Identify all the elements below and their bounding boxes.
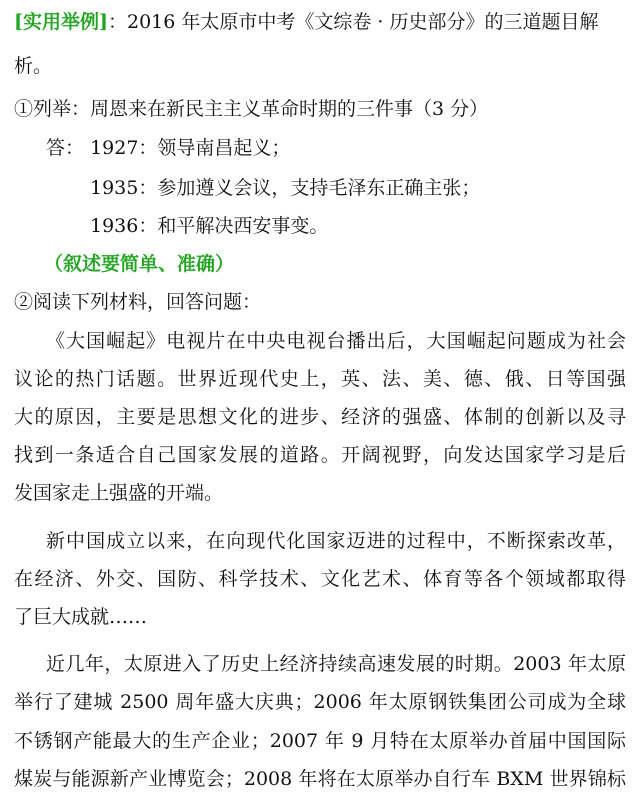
answer-line-1 (46, 136, 640, 160)
answer-prefix: 答： (46, 137, 85, 159)
answer-1927: 1927：领导南昌起义； (90, 137, 291, 159)
material-para3-line: 不锈钢产能最大的生产企业；2007 年 9 月特在太原举办首届中国国际 (14, 730, 626, 752)
question-1: ①列举：周恩来在新民主主义革命时期的三件事（3 分） (14, 98, 489, 120)
material-para3-line: 近几年，太原进入了历史上经济持续高速发展的时期。2003 年太原 (46, 653, 626, 675)
intro-line-1 (14, 10, 626, 34)
material-para1-line: 《大国崛起》电视片在中央电视台播出后，大国崛起问题成为社会 (46, 330, 626, 352)
example-tag: [实用举例] (14, 11, 108, 33)
material-para3-line: 举行了建城 2500 周年盛大庆典；2006 年太原钢铁集团公司成为全球 (14, 691, 626, 713)
material-para1-line: 找到一条适合自己国家发展的道路。开阔视野，向发达国家学习是后 (14, 444, 626, 466)
material-para2-line: 了巨大成就…… (14, 606, 148, 628)
question-2-title: ②阅读下列材料，回答问题： (14, 291, 262, 313)
material-para2-line: 新中国成立以来，在向现代化国家迈进的过程中，不断探索改革， (46, 530, 626, 552)
intro-line-2: 析。 (14, 55, 53, 77)
material-para3-line: 煤炭与能源新产业博览会；2008 年将在太原举办自行车 BXM 世界锦标 (14, 768, 626, 790)
material-para1-line: 发国家走上强盛的开端。 (14, 482, 224, 504)
answer-hint: （叙述要简单、准确） (44, 253, 235, 275)
answer-1935: 1935：参加遵义会议，支持毛泽东正确主张； (90, 177, 481, 199)
material-para1-line: 议论的热门话题。世界近现代史上，英、法、美、德、俄、日等国强 (14, 368, 626, 390)
intro-text: ：2016 年太原市中考《文综卷 · 历史部分》的三道题目解 (107, 11, 599, 33)
material-para2-line: 在经济、外交、国防、科学技术、文化艺术、体育等各个领域都取得 (14, 568, 626, 590)
material-para1-line: 大的原因，主要是思想文化的进步、经济的强盛、体制的创新以及寻 (14, 406, 626, 428)
answer-1936: 1936：和平解决西安事变。 (90, 215, 329, 237)
